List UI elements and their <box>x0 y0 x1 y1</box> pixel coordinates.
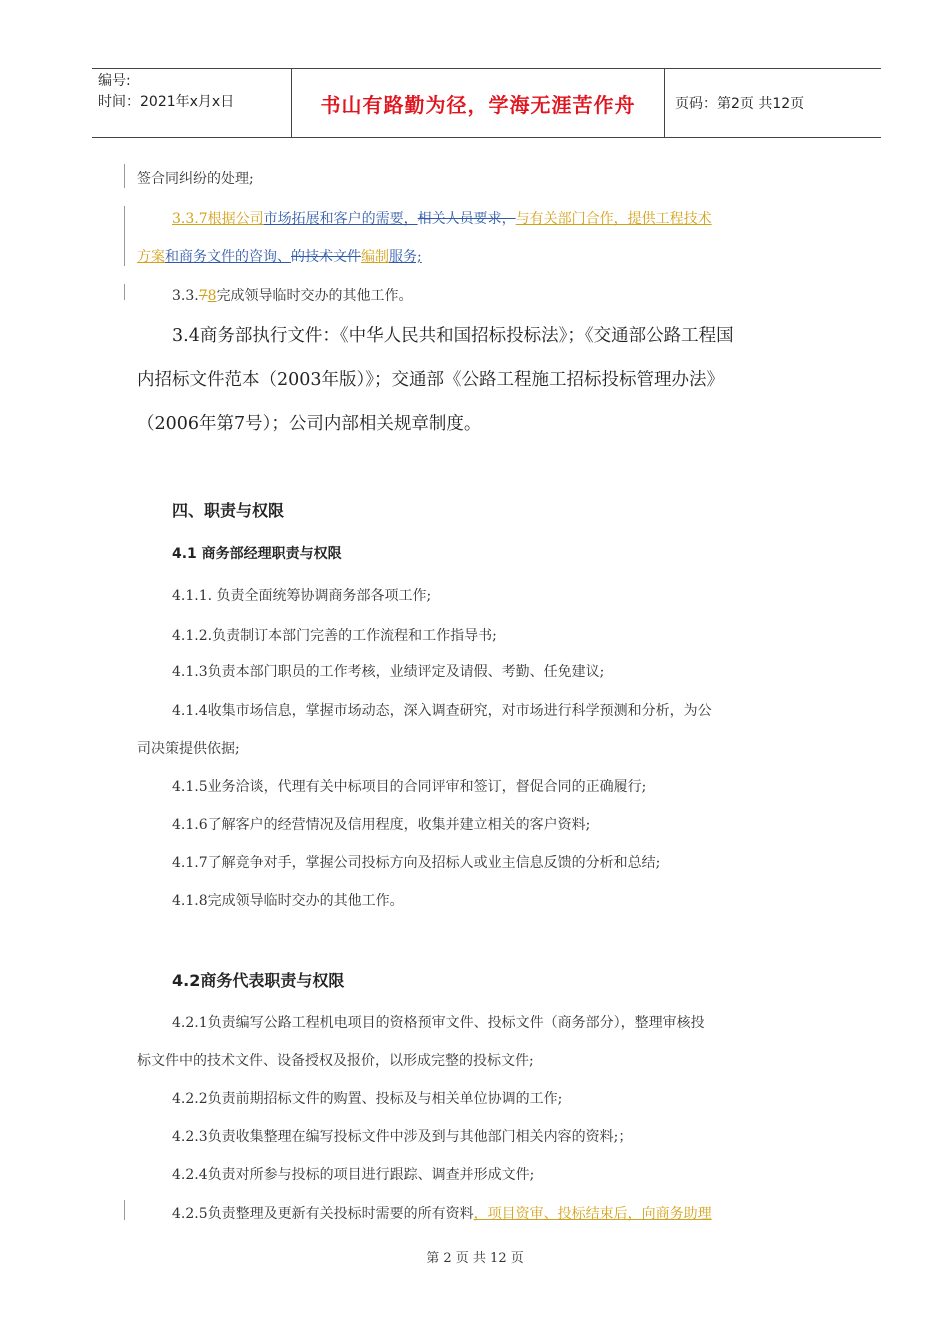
body-line: 4.2.3负责收集整理在编写投标文件中涉及到与其他部门相关内容的资料;； <box>172 1129 633 1145</box>
body-line-revised: 3.3.7根据公司市场拓展和客户的需要，相关人员要求，与有关部门合作，提供工程技术 <box>172 211 712 227</box>
header-number-label: 编号: <box>98 73 131 89</box>
body-line: 4.1.8完成领导临时交办的其他工作。 <box>172 893 404 909</box>
revision-bar <box>124 206 125 266</box>
body-line: 4.1.2.负责制订本部门完善的工作流程和工作指导书; <box>172 628 497 644</box>
subsection-heading: 4.1 商务部经理职责与权限 <box>172 546 342 562</box>
header-motto: 书山有路勤为径，学海无涯苦作舟 <box>292 69 665 137</box>
revision-bar <box>124 1200 125 1220</box>
page-header <box>92 68 881 138</box>
body-line: 签合同纠纷的处理; <box>137 171 254 187</box>
body-line: 4.2.2负责前期招标文件的购置、投标及与相关单位协调的工作; <box>172 1091 563 1107</box>
body-line: 3.4商务部执行文件：《中华人民共和国招标投标法》；《交通部公路工程国 <box>172 326 734 346</box>
body-line-revised: 方案和商务文件的咨询、的技术文件编制服务; <box>137 249 422 265</box>
header-time-label: 时间：2021年x月x日 <box>98 94 235 110</box>
body-line: 4.1.5业务洽谈，代理有关中标项目的合同评审和签订，督促合同的正确履行; <box>172 779 647 795</box>
body-line: 内招标文件范本（2003年版）》；交通部《公路工程施工招标投标管理办法》 <box>137 370 725 390</box>
body-line: 4.1.6了解客户的经营情况及信用程度，收集并建立相关的客户资料; <box>172 817 591 833</box>
body-line: 4.1.4收集市场信息，掌握市场动态，深入调查研究，对市场进行科学预测和分析，为公 <box>172 703 712 719</box>
revision-bar <box>124 284 125 300</box>
revision-bar <box>124 164 125 188</box>
body-line-revised: 4.2.5负责整理及更新有关投标时需要的所有资料，项目资审、投标结束后，向商务助理 <box>172 1206 712 1222</box>
section-heading: 四、职责与权限 <box>172 501 285 520</box>
body-line: 4.2.4负责对所参与投标的项目进行跟踪、调查并形成文件; <box>172 1167 535 1183</box>
subsection-heading: 4.2商务代表职责与权限 <box>172 971 345 990</box>
body-line: （2006年第7号）；公司内部相关规章制度。 <box>137 414 482 434</box>
body-line: 4.2.1负责编写公路工程机电项目的资格预审文件、投标文件（商务部分），整理审核投 <box>172 1015 705 1031</box>
body-line: 4.1.7了解竞争对手，掌握公司投标方向及招标人或业主信息反馈的分析和总结; <box>172 855 661 871</box>
body-line: 标文件中的技术文件、设备授权及报价，以形成完整的投标文件; <box>137 1053 534 1069</box>
header-meta <box>92 69 292 137</box>
body-line: 司决策提供依据; <box>137 741 240 757</box>
header-page-label: 页码：第2页 共12页 <box>675 96 805 112</box>
body-line-revised: 3.3.78完成领导临时交办的其他工作。 <box>172 288 413 304</box>
body-line: 4.1.1. 负责全面统筹协调商务部各项工作; <box>172 588 432 604</box>
body-line: 4.1.3负责本部门职员的工作考核，业绩评定及请假、考勤、任免建议; <box>172 664 605 680</box>
page-footer: 第 2 页 共 12 页 <box>426 1251 524 1266</box>
